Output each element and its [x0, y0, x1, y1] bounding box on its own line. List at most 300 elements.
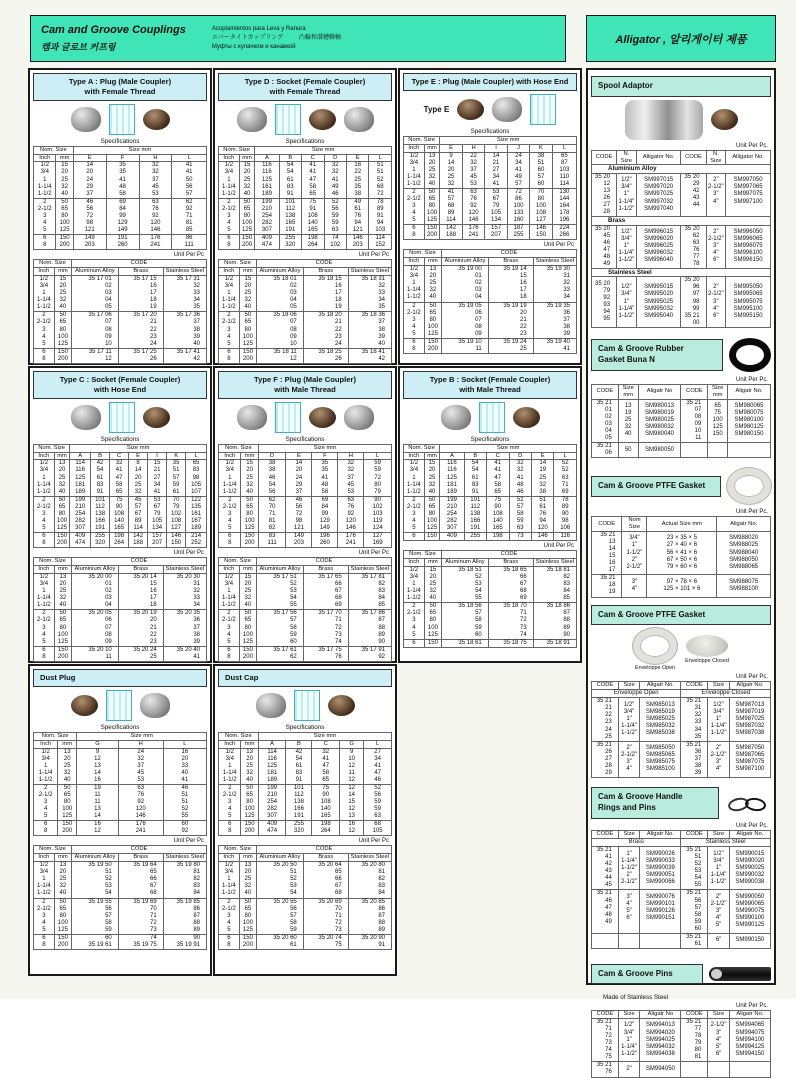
product-images	[33, 104, 207, 135]
table-cell	[312, 821, 340, 836]
table-cell	[91, 496, 110, 532]
cell-value: 76	[137, 791, 145, 798]
cell-value: 2-1/2	[37, 205, 52, 212]
cell-value: 60	[537, 166, 545, 173]
cell-value: 9	[449, 152, 453, 159]
cell-value: 27 × 40 × 6	[666, 542, 698, 549]
cell-value: 81	[378, 869, 385, 876]
cell-value	[620, 937, 638, 944]
cell-value: 85	[563, 595, 570, 602]
cell-value: 15	[428, 460, 436, 467]
cell-value: 5	[412, 525, 416, 532]
cell-value: 32	[331, 169, 339, 176]
cell-value: 65	[244, 905, 252, 912]
cell-value: 09	[105, 333, 112, 340]
cell-value: 1/2"	[621, 229, 632, 236]
specifications-label: Specifications	[100, 435, 140, 443]
specifications-label: Specifications	[285, 137, 325, 145]
table-row	[219, 862, 392, 898]
cell-value: 31	[563, 273, 570, 280]
cell-value: 20	[58, 467, 66, 474]
cell-value: 149	[84, 235, 95, 242]
cell-value: 138	[285, 212, 296, 219]
product-images	[727, 468, 771, 504]
cell-value: 150	[427, 225, 438, 232]
table-cell	[72, 610, 119, 646]
table-header-row	[404, 551, 577, 559]
table-header-row	[219, 566, 392, 574]
cell-value: 06	[105, 617, 112, 624]
cell-value: 12	[348, 776, 356, 783]
cell-value: 69	[321, 496, 329, 503]
cell-value: 92	[181, 828, 189, 835]
cell-value: 35 19 91	[176, 941, 200, 948]
cell-value: 36	[563, 309, 570, 316]
table-cell	[34, 348, 55, 363]
table-header-row	[34, 260, 207, 268]
cell-value: 1-1/2"	[618, 205, 635, 212]
cell-value: 23	[150, 638, 157, 645]
material-group-label: Aluminium Alloy	[592, 165, 771, 173]
cell-value: 1	[227, 290, 231, 297]
unit-label: Unit Per Pc	[543, 543, 574, 550]
section-type-c	[28, 366, 212, 663]
cell-value: 41	[185, 169, 193, 176]
cell-value: SM988065	[729, 563, 759, 570]
cell-value: 42	[378, 355, 385, 362]
product-image	[71, 107, 101, 132]
cell-value: 46	[181, 784, 189, 791]
cell-value: 5	[227, 227, 231, 234]
table-row	[592, 277, 771, 328]
cell-value: 12	[290, 355, 297, 362]
product-images	[725, 788, 771, 818]
cell-value: 12	[348, 828, 356, 835]
table-cell	[34, 235, 56, 250]
table-cell	[34, 610, 55, 646]
table-header-row	[219, 146, 392, 154]
cell-value: 16	[94, 776, 101, 783]
table-row	[592, 698, 771, 741]
cell-value: 33	[378, 290, 385, 297]
cell-value: 59	[290, 926, 297, 933]
cell-value: 50	[244, 898, 252, 905]
column-header: Aligatr No.	[640, 831, 681, 839]
cell-value: 15	[153, 460, 161, 467]
cell-value: 25	[63, 762, 71, 769]
cell-value: 58	[516, 510, 524, 517]
cell-value: 125	[446, 474, 457, 481]
alligator-title: Alligator , 알리게이터 제품	[615, 33, 747, 46]
table-cell	[726, 277, 771, 328]
cell-value: 38	[694, 762, 702, 769]
cell-value: 69	[561, 488, 569, 495]
table-cell	[286, 748, 312, 784]
table-cell	[346, 162, 368, 198]
table-cell	[219, 348, 240, 363]
cell-value: 189	[261, 190, 272, 197]
cell-value: 191	[95, 525, 106, 532]
cell-value: 166	[470, 518, 481, 524]
cell-value: 63	[152, 198, 159, 205]
cell-value: 146	[135, 813, 146, 820]
table-row	[592, 225, 771, 268]
cell-value: 90	[115, 503, 123, 510]
column-header: Brass	[118, 268, 163, 276]
cell-value: 105	[152, 518, 163, 524]
cell-value: 125	[59, 227, 70, 234]
cell-value: 127	[535, 217, 546, 224]
table-cell	[364, 748, 392, 784]
cell-value: 32	[322, 748, 330, 755]
cell-value: 34	[694, 726, 702, 733]
cell-value: 2"	[713, 177, 719, 184]
cell-value: 32	[447, 180, 455, 187]
cell-value: 1-1/4	[222, 883, 236, 890]
cell-value: 49	[331, 183, 339, 190]
cell-value: 68	[376, 183, 384, 190]
cell-value: 189	[267, 776, 278, 783]
cell-value: 1-1/4	[222, 769, 237, 776]
cell-value: 35	[119, 162, 126, 169]
cell-value: 176	[345, 533, 356, 540]
cell-value: 1	[227, 176, 231, 183]
table-cell	[106, 162, 139, 198]
cell-value: 19	[608, 589, 616, 596]
table-cell	[592, 933, 619, 948]
cell-value: 3"	[715, 908, 722, 915]
column-header: mm	[241, 740, 258, 748]
cell-value: 07	[475, 316, 482, 323]
cell-value: 38	[268, 467, 276, 474]
column-header: Nom. Size	[34, 146, 74, 154]
section-title-line: with Hose End	[93, 384, 147, 394]
cell-value: 60	[694, 925, 702, 932]
table-row	[592, 217, 771, 225]
sections-grid	[28, 68, 582, 976]
section-title	[591, 476, 721, 497]
cell-value: 47	[115, 474, 123, 481]
table-cell	[77, 748, 119, 784]
cell-value: 125	[62, 813, 73, 820]
cell-value: 32	[193, 588, 200, 595]
cell-value: 35 21 51	[686, 846, 702, 861]
cell-value: 65	[58, 503, 66, 510]
cell-value: 4"	[626, 901, 632, 908]
cell-value: 6	[42, 646, 46, 653]
cell-value	[708, 206, 725, 213]
spec-table	[33, 444, 207, 549]
cell-value: 1-1/2	[38, 776, 53, 783]
table-header-row	[34, 566, 207, 574]
unit-label: Unit Per Pc	[358, 252, 389, 259]
cell-value: SM985013	[645, 701, 675, 708]
cell-value: 52	[290, 876, 297, 883]
table-cell	[139, 235, 172, 250]
cell-value: 15	[429, 566, 437, 573]
drawing-image	[530, 94, 556, 125]
table-cell	[219, 748, 241, 784]
section-type-b	[398, 366, 582, 663]
cell-value: 90	[378, 638, 385, 645]
cell-value: 200	[57, 941, 68, 948]
table-cell	[681, 443, 708, 458]
sidebar-section-header-row	[591, 785, 771, 821]
table-cell	[369, 235, 392, 250]
cell-value: 3/4	[225, 755, 234, 762]
cell-value: 71	[520, 610, 527, 617]
cell-value: 82	[193, 876, 200, 883]
table-cell	[54, 348, 71, 363]
cell-value: 100	[57, 631, 68, 638]
cell-value: 25	[246, 474, 253, 481]
cell-value: 1/2"	[621, 177, 632, 184]
table-cell	[324, 162, 346, 198]
cell-value: 138	[95, 510, 106, 517]
table-cell	[72, 275, 119, 311]
cell-value: 125	[75, 474, 86, 481]
table-cell	[303, 348, 348, 363]
table-row	[34, 784, 207, 820]
cell-value: 04	[105, 602, 112, 609]
cell-value: 1-1/4	[222, 183, 236, 190]
cell-value: 80	[428, 203, 436, 210]
code-table	[218, 557, 392, 662]
cell-value: 51	[172, 467, 180, 474]
cell-value	[682, 447, 701, 454]
section-title-line: Type D : Socket (Female Coupler)	[244, 77, 366, 86]
cell-value: 189	[446, 488, 457, 495]
cell-value: 25	[59, 876, 67, 883]
table-cell	[592, 173, 617, 216]
cell-value: SM980040	[644, 431, 675, 438]
cell-value: 38	[268, 460, 276, 467]
table-header-row	[34, 444, 207, 452]
cell-value: 03	[605, 420, 612, 427]
table-cell	[172, 235, 207, 250]
table-cell	[54, 610, 71, 646]
table-cell	[239, 162, 255, 198]
cell-value: 56	[185, 183, 193, 190]
column-header: Nom. Size	[34, 846, 72, 854]
table-header-row	[34, 452, 207, 460]
cell-value: 6	[42, 533, 46, 540]
table-cell	[509, 496, 531, 532]
cell-value: 19	[624, 410, 632, 417]
cell-value: 32	[58, 481, 66, 488]
cell-value: 4	[228, 518, 232, 524]
table-cell	[279, 162, 301, 198]
cell-value: 55	[694, 882, 702, 889]
cell-value: 106	[560, 525, 571, 532]
product-image	[237, 107, 267, 132]
cell-value: 241	[345, 540, 356, 547]
cell-value: 94	[376, 220, 384, 226]
cell-value: 26	[335, 355, 342, 362]
cell-value: SM985038	[645, 730, 675, 737]
cell-value: 53	[137, 776, 145, 783]
cell-value: 57	[516, 503, 524, 510]
table-cell	[638, 399, 681, 442]
cell-value: 89	[378, 926, 385, 933]
code-table	[33, 845, 207, 950]
table-row	[34, 821, 207, 836]
cell-value: 21	[520, 316, 527, 323]
table-cell	[348, 646, 391, 661]
cell-value: 35 21 71	[596, 1018, 612, 1032]
cell-value: 210	[261, 205, 272, 212]
section-title-line: Type B : Socket (Female Coupler)	[429, 375, 551, 384]
cell-value: 165	[307, 227, 318, 234]
cell-value: 35 18 01	[273, 275, 297, 282]
cell-value: 52	[376, 176, 384, 183]
table-cell	[348, 275, 391, 311]
column-header: D	[509, 452, 531, 460]
cell-value: 35 17 25	[133, 348, 157, 355]
table-row	[404, 152, 577, 188]
cell-value: 4"	[626, 766, 632, 773]
cell-value: 22	[605, 712, 612, 719]
unit-label: Unit Per Pc	[173, 550, 204, 557]
table-cell	[303, 934, 348, 949]
table-cell	[640, 1018, 681, 1061]
table-header-row	[219, 854, 392, 862]
cell-value: 100	[427, 518, 438, 524]
product-image	[71, 695, 98, 716]
table-row	[592, 269, 771, 277]
column-header: Aligatr No.	[640, 682, 681, 690]
table-cell	[440, 533, 464, 541]
cell-value: 83	[96, 481, 104, 488]
page-title-korean: 캠과 글로브 커프링	[41, 42, 116, 52]
cell-value: 35 19 30	[546, 266, 570, 273]
cell-value: 2	[43, 198, 47, 205]
cell-value: 41	[309, 162, 317, 169]
cell-value: 40	[429, 294, 437, 301]
image-caption: Enveloppe Open	[635, 665, 676, 672]
unit-label: Unit Per Pc.	[735, 376, 768, 383]
section-title-line: Gasket Buna N	[598, 354, 655, 364]
cell-value: 80	[429, 617, 437, 624]
cell-value: 05	[105, 304, 112, 311]
cell-value: 3/4	[409, 573, 419, 580]
cell-value: 43	[605, 868, 612, 875]
cell-value: 203	[352, 242, 363, 249]
cell-value: 17	[608, 567, 616, 574]
cell-value: 52	[475, 573, 482, 580]
cell-value: 2-1/2	[222, 791, 237, 798]
cell-value: 20	[244, 581, 252, 588]
table-cell	[56, 235, 73, 250]
cell-value: 83	[193, 883, 200, 890]
cell-value: 150	[242, 646, 253, 653]
cell-value: 12	[348, 806, 356, 813]
table-cell	[708, 933, 729, 948]
product-image	[492, 97, 522, 122]
cell-value: 13	[428, 152, 436, 159]
cell-value: SM994013	[645, 1022, 675, 1029]
section-title	[403, 371, 577, 399]
table-cell	[312, 460, 338, 496]
cell-value: SM990015	[735, 850, 765, 857]
cell-value: 203	[293, 540, 304, 547]
cell-value: 189	[75, 488, 86, 495]
cell-value: 160	[513, 217, 524, 224]
cell-value: 176	[135, 821, 146, 828]
cell-value: 5	[228, 813, 232, 820]
table-cell	[163, 312, 206, 348]
drawing-image	[109, 104, 135, 135]
cell-value: 167	[191, 518, 202, 524]
cell-value: 58	[290, 624, 297, 631]
cell-value: 39	[563, 330, 570, 337]
table-cell	[186, 460, 207, 496]
cell-value: 56	[374, 791, 381, 798]
cell-value: 52	[561, 467, 569, 474]
cell-value: 35 19 69	[133, 898, 157, 905]
cell-value: 54	[694, 875, 702, 882]
cell-value: 84	[321, 503, 329, 510]
table-cell	[554, 460, 577, 496]
cell-value: 60	[537, 180, 545, 187]
cell-value: 59	[516, 518, 524, 524]
table-cell	[186, 496, 207, 532]
cell-value: 35	[694, 733, 702, 740]
cell-value: 1/2	[224, 573, 234, 580]
column-header: F	[312, 452, 338, 460]
cell-value: 1"	[626, 850, 632, 857]
cell-value: 61	[290, 941, 297, 948]
cell-value: 116	[75, 467, 85, 474]
cell-value: 200	[57, 540, 68, 547]
column-header: mm	[239, 154, 255, 162]
table-row	[34, 533, 207, 548]
table-cell	[219, 198, 240, 234]
photo-image	[441, 405, 471, 430]
table-cell	[72, 312, 119, 348]
photo-image	[71, 405, 101, 430]
cell-value: 58	[322, 769, 330, 776]
table-row	[34, 460, 207, 496]
cell-value: 51	[376, 162, 384, 169]
cell-value: 22	[150, 631, 157, 638]
table-cell	[219, 610, 240, 646]
product-image	[309, 407, 336, 428]
column-header: Inch	[219, 452, 241, 460]
cell-value: 32	[563, 280, 570, 287]
cell-value: SM985050	[645, 745, 675, 752]
cell-value: 67	[150, 883, 157, 890]
section-title-line: with Male Thread	[459, 384, 521, 394]
cell-value: 255	[293, 821, 304, 828]
table-header-row	[592, 682, 771, 690]
product-image	[729, 338, 771, 372]
section-title	[33, 669, 207, 687]
cell-value: 3	[228, 510, 232, 517]
cell-value: 35 19 61	[88, 941, 112, 948]
column-header: A	[258, 740, 286, 748]
cell-value: 58	[119, 190, 126, 197]
table-row	[219, 573, 392, 609]
cell-value: SM995150	[733, 312, 763, 319]
table-row	[404, 496, 577, 532]
cell-value: 21	[153, 467, 161, 474]
cell-value: 40	[181, 769, 189, 776]
cell-value: 06	[475, 309, 482, 316]
table-cell	[70, 460, 91, 496]
table-row	[34, 748, 207, 784]
cell-value: 241	[468, 232, 479, 239]
